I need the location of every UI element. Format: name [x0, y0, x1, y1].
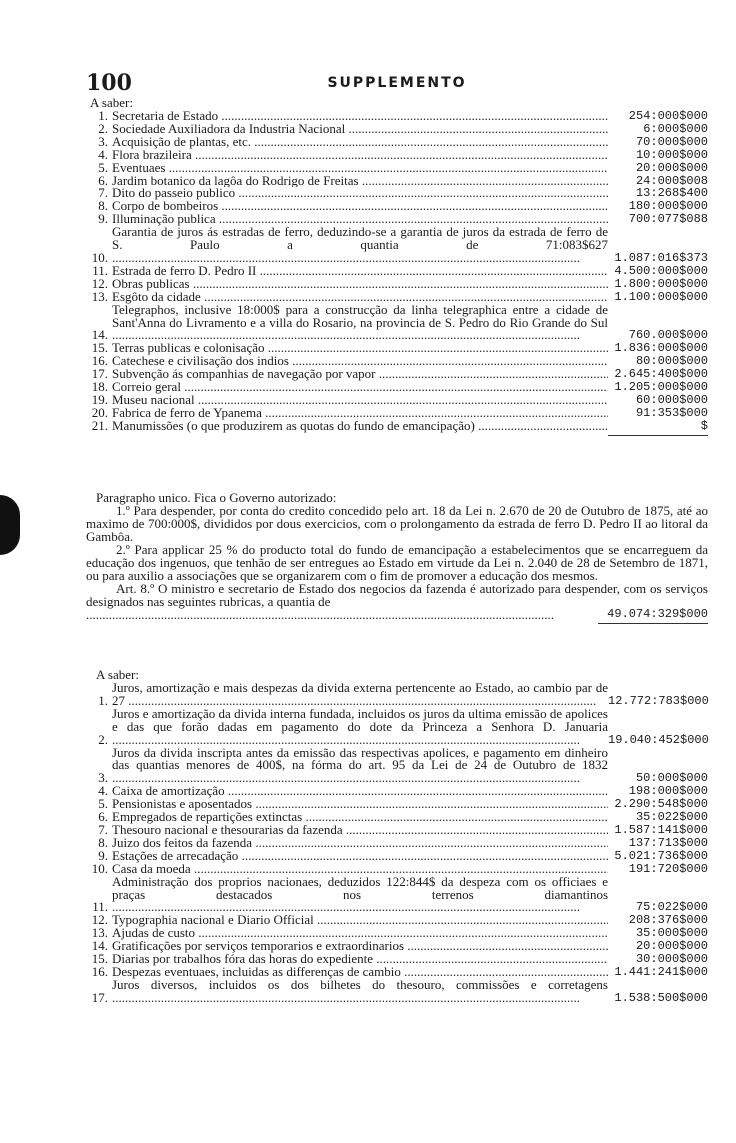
item-number: 7.: [98, 185, 108, 201]
item-number: 4.: [98, 146, 108, 162]
item-description: Catechese e civilisação dos indios .....: [108, 355, 608, 368]
item-amount: 20:000$000: [635, 160, 708, 175]
list-item: [86, 953, 708, 966]
item-number: 16.: [91, 963, 108, 979]
section2-intro: A saber:: [96, 667, 139, 682]
item-number: 3.: [98, 770, 108, 786]
item-amount: 1.587:141$000: [614, 822, 708, 837]
item-amount: 1.800:000$000: [614, 276, 708, 291]
running-title: SUPPLEMENTO: [327, 75, 467, 91]
item-amount: 12.772:783$000: [608, 693, 709, 708]
item-number: 16.: [91, 353, 108, 369]
item-description: Correio geral .....: [108, 381, 608, 394]
item-amount: $: [700, 418, 708, 433]
item-amount: 1.441:241$000: [614, 964, 708, 979]
list-item: [86, 821, 708, 837]
paragraph-item-2: 2.º Para applicar 25 % do producto total do fundo de emancipação a estabelecimentos que se encarreguem da educação dos ingenuos, que tenhão de ser entregues ao Estado em virtude da Lei n. 2.040 de 28 de Setembro de 1871, ou para auxilio a associações que se organizarem com o fim de promover a educação dos mesmos.: [86, 542, 708, 583]
item-description: Despezas eventuaes, incluidas as differenças de cambio .....: [108, 966, 608, 979]
item-amount: 35:022$000: [635, 810, 708, 825]
item-amount: 70:000$000: [635, 134, 708, 149]
item-description: Caixa de amortização .....: [108, 785, 608, 798]
item-amount: 2.290:548$000: [614, 797, 708, 812]
item-description: Garantia de juros ás estradas de ferro, deduzindo-se a garantia de juros da estrada de ferro de S. Paulo a quantia de 71:083$627 .....: [108, 226, 608, 265]
item-number: 7.: [98, 821, 108, 837]
item-description: Manumissões (o que produzirem as quotas do fundo de emancipação) .....: [108, 420, 608, 433]
item-description: Juros da divida inscripta antes da emissão das respectivas apolices, e pagamento em dinheiro das quantias menores de 400$, na fórma do art. 95 da Lei de 24 de Outubro de 1832 .....: [108, 747, 608, 786]
list-item: [86, 963, 708, 979]
item-amount: 35:000$000: [635, 926, 708, 941]
item-amount: 13:268$400: [635, 186, 708, 201]
item-number: 10.: [91, 860, 108, 876]
item-number: 18.: [91, 379, 108, 395]
item-amount: 50:000$000: [635, 771, 708, 786]
item-description: Fabrica de ferro de Ypanema .....: [108, 407, 608, 420]
item-amount: 254:000$000: [628, 109, 708, 123]
item-number: 9.: [98, 211, 108, 227]
list-item: [86, 213, 708, 226]
item-description: Dito do passeio publico .....: [108, 187, 608, 200]
item-amount: 198:000$000: [628, 784, 708, 799]
item-amount: 5.021:736$000: [614, 848, 708, 863]
list-item: [86, 876, 708, 915]
item-description: Thesouro nacional e thesourarias da fazenda .....: [108, 824, 608, 837]
item-number: 20.: [91, 404, 108, 420]
list-item: [86, 133, 708, 149]
item-description: Terras publicas e colonisação .....: [108, 342, 608, 355]
list-item: [86, 682, 708, 708]
item-number: 17.: [91, 366, 108, 382]
item-number: 19.: [91, 391, 108, 407]
item-number: 12.: [91, 912, 108, 928]
item-number: 2.: [98, 120, 108, 136]
item-amount: 180:000$000: [628, 199, 708, 214]
total-rule: [608, 435, 708, 436]
list-item: [86, 200, 708, 213]
item-amount: 91:353$000: [635, 405, 708, 420]
item-amount: 1.087:016$373: [614, 250, 708, 265]
item-amount: 10:000$000: [635, 147, 708, 162]
section1-list: [86, 96, 708, 436]
article-8-total-row: [86, 608, 708, 621]
item-number: 5.: [98, 796, 108, 812]
item-description: Telegraphos, inclusive 18:000$ para a construcção da linha telegraphica entre a cidade de Sant'Anna do Livramento e a villa do Rosario, na provincia de S. Pedro do Rio Grande do Sul .....: [108, 304, 608, 343]
item-number: 6.: [98, 172, 108, 188]
item-description: Jardim botanico da lagôa do Rodrigo de Freitas .....: [108, 175, 608, 188]
item-amount: 4.500:000$000: [614, 263, 708, 278]
item-number: 8.: [98, 198, 108, 214]
item-description: Estrada de ferro D. Pedro II .....: [108, 265, 608, 278]
list-item: [86, 226, 708, 265]
item-amount: 24:000$008: [635, 173, 708, 188]
list-item: [86, 708, 708, 747]
item-number: 5.: [98, 159, 108, 175]
list-item: [86, 187, 708, 200]
list-item: [86, 159, 708, 175]
article-8-total: 49.074:329$000: [607, 607, 708, 621]
list-item: [86, 304, 708, 343]
item-amount: 80:000$000: [635, 354, 708, 369]
item-amount: 6:000$000: [643, 121, 708, 136]
item-description: Obras publicas .....: [108, 278, 608, 291]
item-description: Illuminação publica .....: [108, 213, 608, 226]
list-item: [86, 146, 708, 162]
list-item: [86, 381, 708, 394]
item-number: 11.: [92, 262, 108, 278]
section2-list: [86, 668, 708, 1005]
item-number: 11.: [92, 899, 108, 915]
item-description: Typographia nacional e Diario Official .....: [108, 914, 608, 927]
paragraph-item-1: 1.º Para despender, por conta do credito concedido pelo art. 18 da Lei n. 2.670 de 20 de Outubro de 1875, até ao maximo de 700:000$, divididos por dous exercicios, com o prolongamento da estrada de ferro D. Pedro II ao litoral da Gambôa.: [86, 503, 708, 544]
item-number: 21.: [91, 417, 108, 433]
item-number: 10.: [91, 249, 108, 265]
item-description: Juros e amortização da divida interna fundada, incluidos os juros da ultima emissão de apolices e das que forão dadas em pagamento do dote da Princeza a Senhora D. Januaria .....: [108, 708, 608, 747]
item-amount: 20:000$000: [635, 939, 708, 954]
item-number: 9.: [98, 847, 108, 863]
item-number: 6.: [98, 809, 108, 825]
section1-intro: A saber:: [90, 95, 133, 110]
list-item: [86, 120, 708, 136]
list-item: [86, 275, 708, 291]
item-amount: 700:077$088: [628, 212, 708, 227]
list-item: [86, 288, 708, 304]
item-description: Ajudas de custo .....: [108, 927, 608, 940]
list-item: [86, 940, 708, 953]
item-description: Diarias por trabalhos fóra das horas do expediente .....: [108, 953, 608, 966]
section1-items: [86, 110, 708, 433]
item-description: Juros, amortização e mais despezas da divida externa pertencente ao Estado, ao cambio par de 27 .....: [108, 682, 608, 708]
item-description: Pensionistas e aposentados .....: [108, 798, 608, 811]
list-item: [86, 172, 708, 188]
list-item: [86, 927, 708, 940]
list-item: [86, 342, 708, 355]
paragraph-block: [86, 491, 708, 624]
article-8-leader: [86, 608, 598, 621]
item-amount: 1.205:000$000: [614, 380, 708, 395]
item-description: Subvenção ás companhias de navegação por vapor .....: [108, 368, 608, 381]
item-amount: 208:376$000: [628, 913, 708, 928]
item-amount: 75:022$000: [635, 900, 708, 915]
item-number: 14.: [91, 327, 108, 343]
item-description: Gratificações por serviços temporarios e extraordinarios .....: [108, 940, 608, 953]
list-item: [86, 404, 708, 420]
item-amount: 191:720$000: [628, 861, 708, 876]
item-number: 15.: [91, 951, 108, 967]
article-8-text: Art. 8.º O ministro e secretario de Estado dos negocios da fazenda é autorizado para despender, com os serviços designados nas seguintes rubricas, a quantia de: [86, 581, 708, 609]
item-description: Flora brazileira .....: [108, 149, 608, 162]
list-item: [86, 798, 708, 811]
item-description: Museu nacional .....: [108, 394, 608, 407]
binding-mark: [0, 495, 20, 555]
item-description: Eventuaes .....: [108, 162, 608, 175]
item-amount: 760.000$000: [628, 328, 708, 343]
item-amount: 19.040:452$000: [608, 732, 709, 747]
item-number: 15.: [91, 340, 108, 356]
list-item: [86, 417, 708, 433]
item-description: Juizo dos feitos da fazenda .....: [108, 837, 608, 850]
list-item: [86, 110, 708, 123]
item-description: Secretaria de Estado .....: [108, 110, 608, 123]
page-header: [86, 70, 708, 94]
item-number: 17.: [91, 989, 108, 1005]
item-description: Casa da moeda .....: [108, 863, 608, 876]
item-amount: 60:000$000: [635, 392, 708, 407]
item-amount: 137:713$000: [628, 835, 708, 850]
list-item: [86, 391, 708, 407]
item-number: 12.: [91, 275, 108, 291]
item-number: 13.: [91, 925, 108, 941]
section2-items: [86, 682, 708, 1005]
item-description: Empregados de repartições extinctas .....: [108, 811, 608, 824]
item-amount: 1.836:000$000: [614, 341, 708, 356]
item-number: 3.: [98, 133, 108, 149]
list-item: [86, 979, 708, 1005]
list-item: [86, 847, 708, 863]
item-number: 13.: [91, 288, 108, 304]
item-description: Sociedade Auxiliadora da Industria Nacional .....: [108, 123, 608, 136]
list-item: [86, 860, 708, 876]
item-description: Juros diversos, incluidos os dos bilhetes do thesouro, commissões e corretagens .....: [108, 979, 608, 1005]
list-item: [86, 914, 708, 927]
item-description: Administração dos proprios nacionaes, deduzidos 122:844$ da despeza com os officiaes e praças destacados nos terrenos diamantinos .....: [108, 876, 608, 915]
item-number: 8.: [98, 834, 108, 850]
list-item: [86, 834, 708, 850]
paragraph-heading: Paragrapho unico. Fica o Governo autorizado:: [96, 490, 337, 505]
item-number: 1.: [98, 108, 108, 123]
item-number: 1.: [98, 692, 108, 708]
article-8-rule: [598, 623, 708, 624]
item-description: Corpo de bombeiros .....: [108, 200, 608, 213]
item-amount: 1.100:000$000: [614, 289, 708, 304]
item-number: 4.: [98, 783, 108, 799]
item-description: Esgôto da cidade .....: [108, 291, 608, 304]
item-number: 2.: [98, 731, 108, 747]
page-number: 100: [86, 70, 132, 96]
item-description: Acquisição de plantas, etc. .....: [108, 136, 608, 149]
list-item: [86, 747, 708, 786]
item-amount: 30:000$000: [635, 952, 708, 967]
list-item: [86, 262, 708, 278]
item-number: 14.: [91, 938, 108, 954]
item-amount: 1.538:500$000: [614, 990, 708, 1005]
item-description: Estações de arrecadação .....: [108, 850, 608, 863]
item-amount: 2.645:400$000: [614, 367, 708, 382]
